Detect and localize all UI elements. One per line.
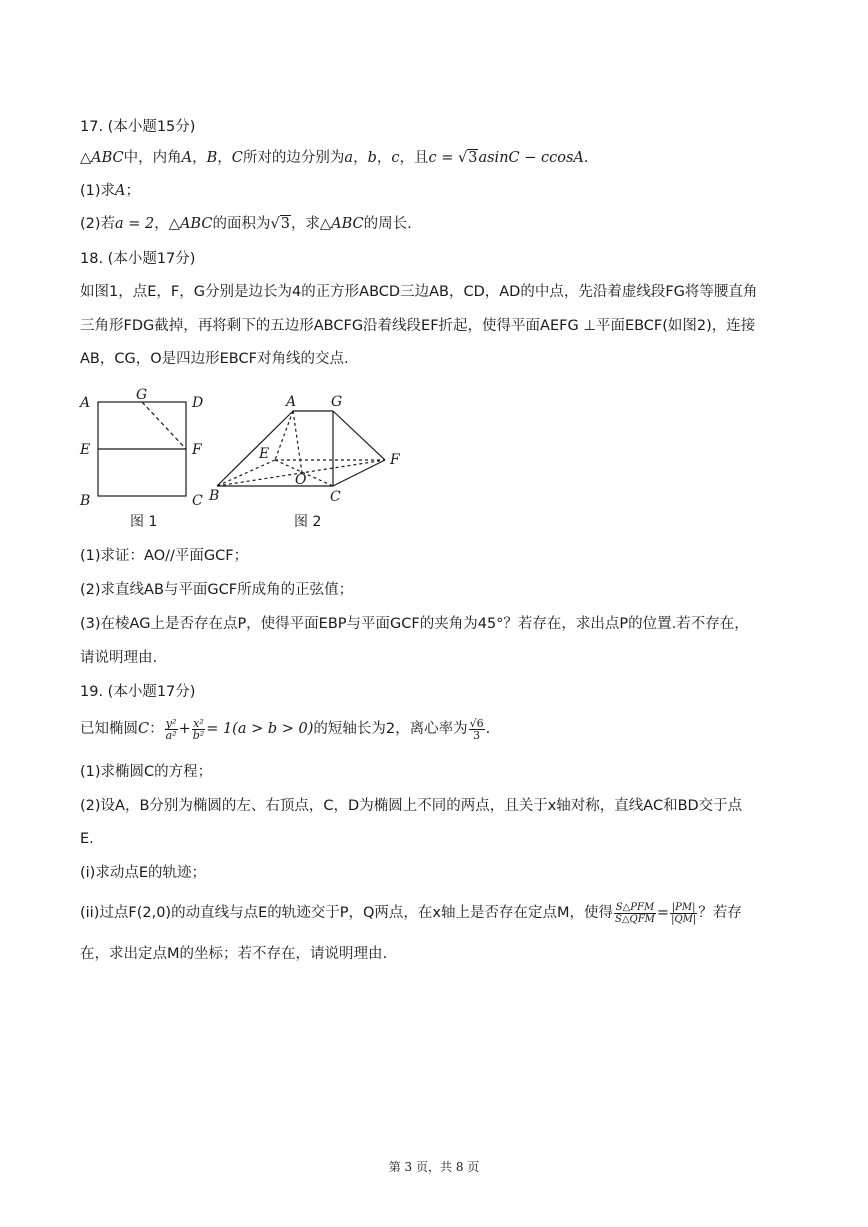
fig1-label-b: B (80, 493, 91, 509)
q18-part2: (2)求直线AB与平面GCF所成角的正弦值； (80, 582, 354, 598)
edge-ao-hidden (293, 411, 302, 473)
q19-sub2-line2: 在，求出定点M的坐标；若不存在，请说明理由. (80, 946, 388, 962)
fig1-label-e: E (80, 442, 91, 458)
fig2-label-b: B (209, 488, 220, 504)
fig1-label-d: D (192, 395, 204, 411)
q18-part3-line1: (3)在棱AG上是否存在点P，使得平面EBP与平面GCF的夹角为45°？若存在，求出点P的位置.若不存在， (80, 616, 749, 632)
q19-sub1: (i)求动点E的轨迹； (80, 865, 207, 881)
q18-header: 18. (本小题17分) (80, 251, 196, 267)
dashed-segment-fg (142, 402, 186, 449)
figure-2-caption: 图 2 (294, 514, 322, 530)
q19-stem: 已知椭圆C： $\frac{\text{y²}}{\text{a²}}$ + $\frac{\text{x²}}{\text{b²}}$ = 1(a > b > 0)的短轴长为2，离心率为 $\frac{√6}{3}$ . (80, 716, 491, 742)
fig2-label-e: E (259, 446, 270, 462)
q19-part2-line1: (2)设A，B分别为椭圆的左、右顶点，C，D为椭圆上不同的两点，且关于x轴对称，直线AC和BD交于点 (80, 798, 743, 814)
fig2-label-f: F (390, 452, 400, 468)
fig1-label-f: F (192, 442, 202, 458)
q17-header: 17. (本小题15分) (80, 119, 196, 135)
figure-1-square (76, 385, 211, 510)
fig2-label-o: O (295, 472, 307, 488)
q18-stem-line1: 如图1，点E，F，G分别是边长为4的正方形ABCD三边AB，CD，AD的中点，先沿着虚线段FG将等腰直角 (80, 284, 758, 300)
q18-stem-line3: AB，CG，O是四边形EBCF对角线的交点. (80, 351, 349, 367)
edge-ab (217, 411, 293, 486)
fig2-label-a: A (286, 394, 297, 410)
q19-part2-line2: E. (80, 831, 94, 847)
q17-part1: (1)求A； (80, 183, 141, 199)
fig2-label-c: C (330, 489, 341, 505)
fig1-label-a: A (80, 395, 91, 411)
page-footer: 第 3 页，共 8 页 (388, 1160, 480, 1174)
figure-1-caption: 图 1 (130, 514, 158, 530)
fig2-label-g: G (331, 394, 343, 410)
edge-eb-hidden (217, 460, 275, 486)
edge-gf (333, 411, 385, 460)
fig1-label-g: G (136, 387, 148, 403)
q18-stem-line2: 三角形FDG截掉，再将剩下的五边形ABCFG沿着线段EF折起，使得平面AEFG ⊥平面EBCF(如图2)，连接 (80, 318, 756, 334)
q19-header: 19. (本小题17分) (80, 684, 196, 700)
q17-stem: △ABC中，内角A，B，C所对的边分别为a，b，c，且c = √3asinC − ccosA. (80, 150, 589, 166)
q18-part3-line2: 请说明理由. (80, 650, 158, 666)
q17-part2: (2)若a = 2，△ABC的面积为√3，求△ABC的周长. (80, 216, 412, 232)
edge-ae-hidden (275, 411, 293, 460)
figure-2-solid (205, 388, 415, 508)
q18-part1: (1)求证：AO//平面GCF； (80, 548, 249, 564)
q19-sub2-line1: (ii)过点F(2,0)的动直线与点E的轨迹交于P，Q两点，在x轴上是否存在定点M，使得 $\frac{\text{S△PFM}}{\text{S△QFM}}$ = $\frac{|PM|}{|QM|}$ ？若存 (80, 901, 742, 925)
edge-cf (333, 460, 385, 486)
fig1-label-c: C (192, 493, 203, 509)
q19-part1: (1)求椭圆C的方程； (80, 764, 213, 780)
